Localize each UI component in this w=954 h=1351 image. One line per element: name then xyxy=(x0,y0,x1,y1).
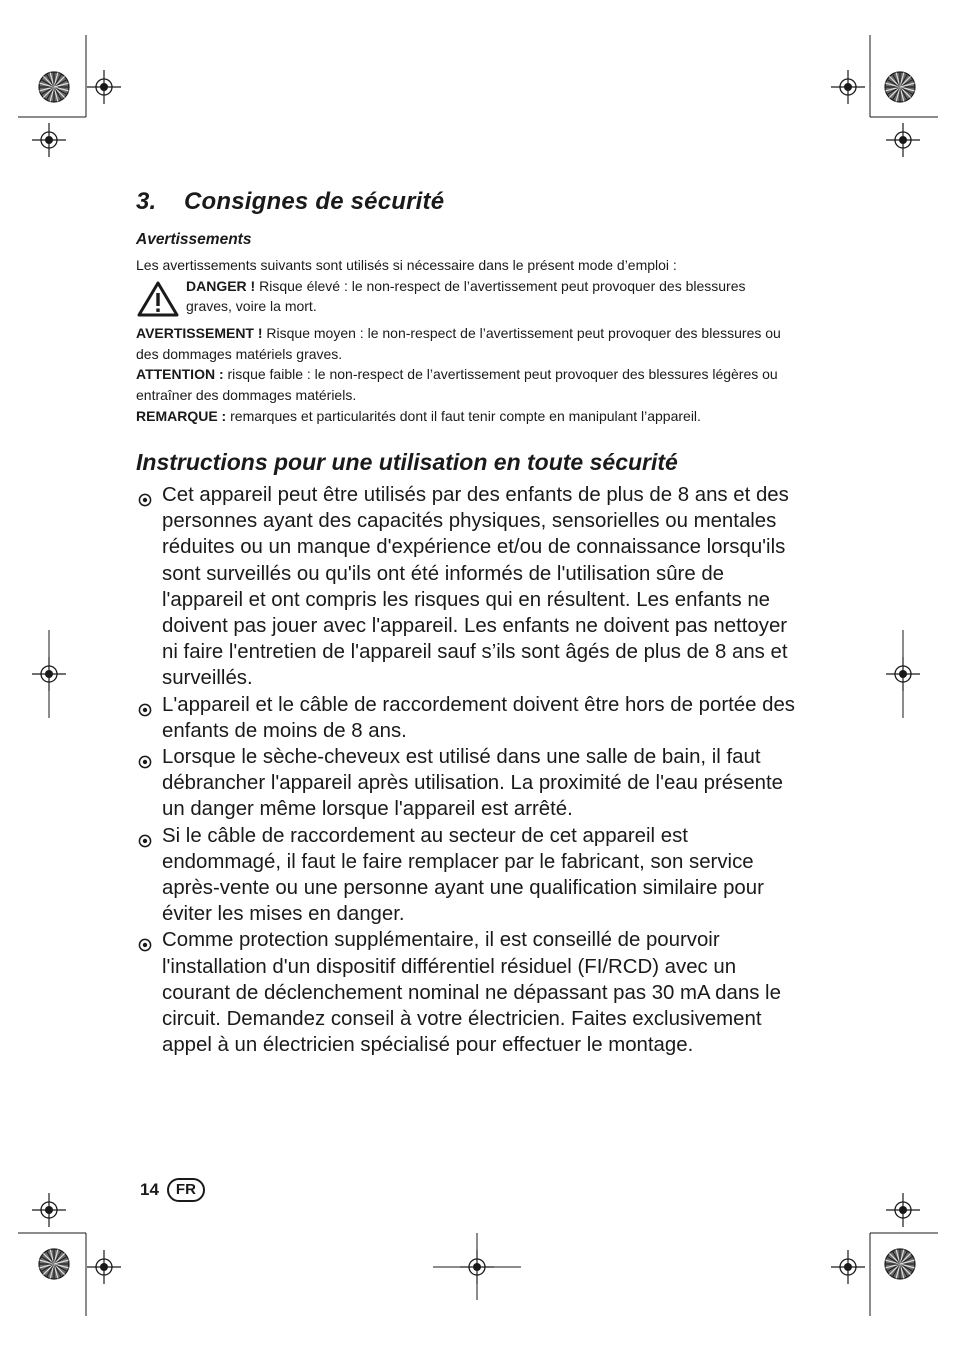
list-item xyxy=(136,823,796,928)
list-item xyxy=(136,927,796,1058)
danger-label: DANGER ! xyxy=(186,277,256,294)
list-item-text: Si le câble de raccordement au secteur de cet appareil est endommagé, il faut le faire remplacer par le fabricant, son service après-vente ou une personne ayant une qualification similaire pour éviter les mises en danger. xyxy=(162,824,764,926)
remarque-text xyxy=(136,406,788,427)
warning-triangle-icon xyxy=(136,276,186,324)
list-item xyxy=(136,692,796,744)
list-item-text: Comme protection supplémentaire, il est conseillé de pourvoir l'installation d'un dispositif différentiel résiduel (FI/RCD) avec un courant de déclenchement nominal ne dépassant pas 30 mA dans le circuit. Demandez conseil à votre électricien. Faites exclusivement appel à un électricien spécialisé pour effectuer le montage. xyxy=(162,929,781,1057)
instructions-title: Instructions pour une utilisation en toute sécurité xyxy=(136,449,678,475)
list-item xyxy=(136,744,796,823)
remarque-label: REMARQUE : xyxy=(136,407,227,424)
starburst-target-icon xyxy=(885,1249,915,1279)
attention-text xyxy=(136,364,788,405)
registration-target-icon xyxy=(831,1250,865,1284)
language-badge: FR xyxy=(167,1178,205,1202)
section-title-text: Consignes de sécurité xyxy=(184,188,445,215)
attention-label: ATTENTION : xyxy=(136,366,224,383)
section-title xyxy=(136,188,444,216)
list-item xyxy=(136,482,796,692)
circled-dot-bullet-icon xyxy=(138,933,152,959)
instructions-list xyxy=(136,482,796,1058)
avertissement-text xyxy=(136,323,788,364)
circled-dot-bullet-icon xyxy=(138,829,152,855)
avertissement-description: Risque moyen : le non-respect de l’avertissement peut provoquer des blessures ou des dommages matériels graves. xyxy=(136,325,781,362)
danger-row xyxy=(136,276,788,324)
warnings-block xyxy=(136,255,788,426)
page-footer xyxy=(140,1178,205,1202)
registration-target-icon xyxy=(831,70,865,104)
registration-target-icon xyxy=(87,1250,121,1284)
circled-dot-bullet-icon xyxy=(138,750,152,776)
registration-target-icon xyxy=(87,70,121,104)
section-number: 3. xyxy=(136,188,157,215)
list-item-text: Lorsque le sèche-cheveux est utilisé dans une salle de bain, il faut débrancher l'appareil après utilisation. La proximité de l'eau présente un danger même lorsque l'appareil est arrêté. xyxy=(162,746,784,821)
circled-dot-bullet-icon xyxy=(138,698,152,724)
starburst-target-icon xyxy=(885,72,915,102)
list-item-text: Cet appareil peut être utilisés par des enfants de plus de 8 ans et des personnes ayant des capacités physiques, sensorielles ou mentales réduites ou un manque d'expérience et/ou de connaissance lorsqu'ils sont surveillés ou qu'ils ont été informés de l'utilisation sûre de l'appareil et ont compris les risques qui en résultent. Les enfants ne doivent pas jouer avec l'appareil. Les enfants ne doivent pas nettoyer ni faire l'entretien de l'appareil sauf s’ils sont âgés de plus de 8 ans et surveillés. xyxy=(162,484,789,690)
danger-text xyxy=(186,276,788,317)
circled-dot-bullet-icon xyxy=(138,488,152,514)
registration-target-icon xyxy=(886,1193,920,1227)
warnings-intro: Les avertissements suivants sont utilisés si nécessaire dans le présent mode d’emploi : xyxy=(136,257,677,273)
attention-description: risque faible : le non-respect de l’avertissement peut provoquer des blessures légères ou entraîner des dommages matériels. xyxy=(136,366,778,403)
starburst-target-icon xyxy=(39,1249,69,1279)
avertissement-label: AVERTISSEMENT ! xyxy=(136,325,263,342)
list-item-text: L'appareil et le câble de raccordement doivent être hors de portée des enfants de moins de 8 ans. xyxy=(162,693,795,742)
remarque-description: remarques et particularités dont il faut tenir compte en manipulant l’appareil. xyxy=(230,407,701,424)
page-number: 14 xyxy=(140,1180,159,1199)
registration-target-icon xyxy=(32,1193,66,1227)
registration-target-icon xyxy=(886,123,920,157)
warnings-heading: Avertissements xyxy=(136,231,252,248)
starburst-target-icon xyxy=(39,72,69,102)
registration-target-icon xyxy=(32,123,66,157)
danger-description: Risque élevé : le non-respect de l’avertissement peut provoquer des blessures graves, voire la mort. xyxy=(186,277,746,315)
